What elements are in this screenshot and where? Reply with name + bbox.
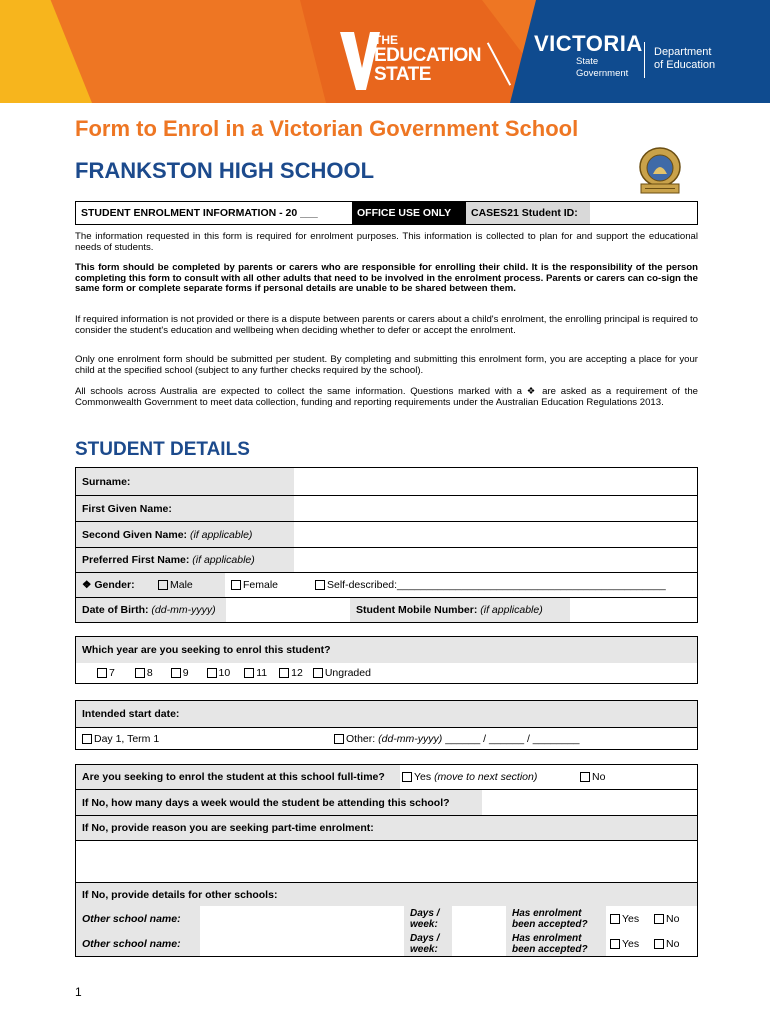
surname-input[interactable] <box>294 468 697 495</box>
accepted-no-checkbox-2[interactable] <box>654 939 664 949</box>
fulltime-no-option[interactable] <box>580 771 697 783</box>
other-date-blank[interactable]: ______ / ______ / ________ <box>445 732 580 745</box>
dob-label <box>76 598 226 622</box>
start-date-label: Intended start date: <box>76 701 697 727</box>
government-label: Government <box>576 68 629 80</box>
dispute-paragraph: If required information is not provided or there is a dispute between parents or carers about a child's enrolment, the enrolling principal is required to consider the student's education and wellbeing when deciding whether to defer or accept the enrolment. <box>75 314 698 336</box>
year-checkbox-ungraded[interactable] <box>313 668 323 678</box>
year-option-11[interactable] <box>244 667 267 679</box>
second-name-note: (if applicable) <box>189 528 253 541</box>
second-name-text: Second Given Name: <box>82 528 188 541</box>
fulltime-yes-label: Yes <box>414 771 432 783</box>
education-state-logo <box>374 34 481 84</box>
year-label-11: 11 <box>256 667 268 679</box>
form-title: Form to Enrol in a Victorian Government School <box>75 116 579 141</box>
first-name-label: First Given Name: <box>76 496 294 521</box>
year-options <box>76 667 371 679</box>
other-school-row-1 <box>76 906 697 931</box>
year-option-7[interactable] <box>97 667 115 679</box>
cases21-label: CASES21 Student ID: <box>466 202 590 224</box>
other-date-format: (dd-mm-yyyy) <box>378 732 443 745</box>
accepted-yes-option-1[interactable] <box>606 913 654 925</box>
preferred-name-note: (if applicable) <box>192 554 255 566</box>
enrolment-info-bar <box>75 201 698 225</box>
fulltime-yes-checkbox[interactable] <box>402 772 412 782</box>
logo-education: EDUCATION <box>374 45 482 66</box>
fulltime-table <box>75 764 698 957</box>
other-school-label-1: Other school name: <box>76 906 200 931</box>
preferred-name-text: Preferred First Name: <box>82 554 190 566</box>
victoria-wordmark: VICTORIA <box>534 31 643 56</box>
days-question: If No, how many days a week would the student be attending this school? <box>76 790 482 815</box>
start-date-table <box>75 700 698 750</box>
dob-mobile-row <box>76 597 697 622</box>
other-schools-question: If No, provide details for other schools: <box>76 882 697 906</box>
accepted-yes-option-2[interactable] <box>606 938 654 950</box>
year-checkbox-7[interactable] <box>97 668 107 678</box>
office-use-label: OFFICE USE ONLY <box>352 202 466 224</box>
year-label-9: 9 <box>182 667 189 679</box>
first-name-input[interactable] <box>294 496 697 521</box>
fulltime-yes-note: (move to next section) <box>434 771 538 783</box>
cases21-input[interactable] <box>590 202 697 224</box>
student-details-table <box>75 467 698 623</box>
accepted-no-option-2[interactable] <box>654 938 697 950</box>
victoria-government-logo <box>534 33 643 80</box>
year-level-table <box>75 636 698 684</box>
dob-note: (dd-mm-yyyy) <box>151 604 216 616</box>
female-label: Female <box>243 579 279 591</box>
mobile-label <box>350 598 570 622</box>
department-line2: of Education <box>654 59 716 72</box>
year-options-row <box>76 663 697 683</box>
male-checkbox[interactable] <box>158 580 168 590</box>
intro-paragraph: The information requested in this form is required for enrolment purposes. This information is collected to plan for and support the educational needs of students. <box>75 231 698 253</box>
dept-divider <box>644 42 645 78</box>
year-question: Which year are you seeking to enrol this student? <box>76 637 697 663</box>
school-crest-icon <box>637 146 683 196</box>
reason-input[interactable] <box>76 840 697 882</box>
accepted-yes-checkbox-2[interactable] <box>610 939 620 949</box>
banner-yellow-shape <box>0 0 92 103</box>
year-option-8[interactable] <box>135 667 153 679</box>
fulltime-no-checkbox[interactable] <box>580 772 590 782</box>
first-name-row <box>76 495 697 521</box>
mobile-note: (if applicable) <box>480 604 543 616</box>
days-week-input-2[interactable] <box>452 931 506 956</box>
year-label-7: 7 <box>109 667 115 679</box>
other-school-input-1[interactable] <box>200 906 404 931</box>
reason-question: If No, provide reason you are seeking part-time enrolment: <box>76 815 697 840</box>
other-school-input-2[interactable] <box>200 931 404 956</box>
second-name-row <box>76 521 697 547</box>
one-form-paragraph: Only one enrolment form should be submitted per student. By completing and submitting this enrolment form, you are accepting a place for your child at the specified school (subject to any further checks required by the school). <box>75 354 698 376</box>
dob-input[interactable] <box>226 598 350 622</box>
year-option-10[interactable] <box>207 667 231 679</box>
fulltime-no-label: No <box>592 771 606 783</box>
page-number: 1 <box>75 985 82 999</box>
accepted-no-label-2: No <box>666 937 680 950</box>
day1-checkbox[interactable] <box>82 734 92 744</box>
day1-label: Day 1, Term 1 <box>94 732 160 745</box>
accepted-label-2: Has enrolment been accepted? <box>506 931 606 956</box>
preferred-name-input[interactable] <box>294 548 697 572</box>
preferred-name-row <box>76 547 697 572</box>
days-row <box>76 789 697 815</box>
accepted-no-checkbox-1[interactable] <box>654 914 664 924</box>
school-name: FRANKSTON HIGH SCHOOL <box>75 158 375 183</box>
year-label-8: 8 <box>146 667 153 679</box>
other-school-label-2: Other school name: <box>76 931 200 956</box>
year-checkbox-12[interactable] <box>279 668 289 678</box>
other-date-label: Other: <box>346 732 376 745</box>
year-option-ungraded[interactable] <box>313 667 371 679</box>
year-option-9[interactable] <box>171 667 189 679</box>
surname-label: Surname: <box>76 468 294 495</box>
enrolment-year-cell[interactable]: STUDENT ENROLMENT INFORMATION - 20 ___ <box>76 202 352 224</box>
days-week-input-1[interactable] <box>452 906 506 931</box>
accepted-yes-label-1: Yes <box>622 912 640 925</box>
fulltime-row <box>76 765 697 789</box>
year-option-12[interactable] <box>279 667 303 679</box>
male-label: Male <box>170 579 193 591</box>
accepted-no-option-1[interactable] <box>654 913 697 925</box>
second-name-input[interactable] <box>294 522 697 547</box>
other-school-row-2 <box>76 931 697 956</box>
other-date-option[interactable] <box>334 733 697 745</box>
preferred-name-label <box>76 548 294 572</box>
fulltime-question: Are you seeking to enrol the student at this school full-time? <box>76 765 400 789</box>
self-described-label: Self-described:______________________________________________ <box>327 579 666 591</box>
mobile-input[interactable] <box>570 598 697 622</box>
accepted-no-label-1: No <box>666 912 680 925</box>
year-checkbox-10[interactable] <box>207 668 217 678</box>
commonwealth-paragraph: All schools across Australia are expected to collect the same information. Questions marked with a ❖ are asked as a requirement of the Commonwealth Government to meet data collection, funding and reporting requirements under the Australian Education Regulations 2013. <box>75 386 698 408</box>
second-name-label <box>76 522 294 547</box>
state-label: State <box>576 56 599 67</box>
year-label-10: 10 <box>218 667 231 679</box>
logo-the: THE <box>374 33 398 47</box>
gender-male-option[interactable] <box>148 573 225 597</box>
female-checkbox[interactable] <box>231 580 241 590</box>
surname-row <box>76 468 697 495</box>
responsibility-paragraph: This form should be completed by parents or carers who are responsible for enrolling their child. It is the responsibility of the person completing this form to consult with all other adults that need to be involved in the enrolment process. Parents or carers can co-sign the same form or complete separate forms if personal details are unable to be shared between them. <box>75 262 698 295</box>
year-checkbox-9[interactable] <box>171 668 181 678</box>
days-week-label-2: Days / week: <box>404 931 452 956</box>
student-details-heading: STUDENT DETAILS <box>75 439 250 460</box>
accepted-yes-checkbox-1[interactable] <box>610 914 620 924</box>
accepted-label-1: Has enrolment been accepted? <box>506 906 606 931</box>
start-date-options-row <box>76 727 697 749</box>
accepted-yes-label-2: Yes <box>622 937 640 950</box>
gender-self-described-option[interactable] <box>315 573 697 597</box>
gender-female-option[interactable] <box>225 573 315 597</box>
year-checkbox-8[interactable] <box>135 668 145 678</box>
department-label <box>654 46 715 72</box>
year-label-12: 12 <box>291 667 303 679</box>
mobile-text: Student Mobile Number: <box>356 604 478 616</box>
dob-text: Date of Birth: <box>82 604 149 616</box>
days-week-label-1: Days / week: <box>404 906 452 931</box>
gender-label: ❖ Gender: <box>76 573 148 597</box>
days-input[interactable] <box>482 790 697 815</box>
other-date-checkbox[interactable] <box>334 734 344 744</box>
year-checkbox-11[interactable] <box>244 668 254 678</box>
logo-state: STATE <box>374 64 431 85</box>
department-line1: Department <box>654 46 712 58</box>
fulltime-yes-option[interactable] <box>400 771 580 783</box>
gender-row <box>76 572 697 597</box>
year-label-ungraded: Ungraded <box>324 667 371 679</box>
day1-option[interactable] <box>76 733 334 745</box>
self-described-checkbox[interactable] <box>315 580 325 590</box>
header-banner <box>0 0 770 103</box>
